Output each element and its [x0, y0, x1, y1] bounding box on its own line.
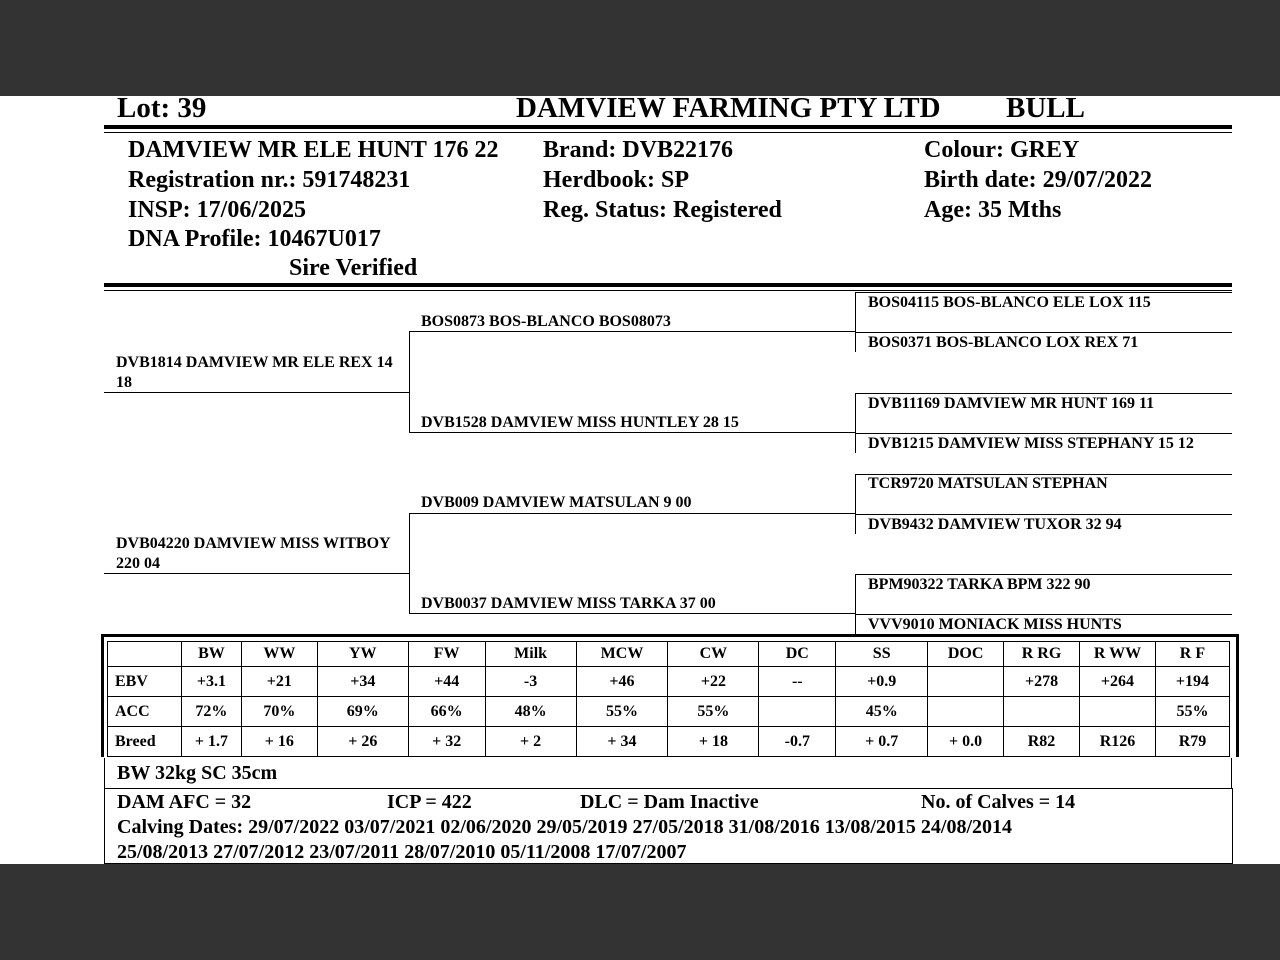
lot-number: Lot: 39 — [117, 92, 207, 124]
acc-cell: 72% — [181, 697, 241, 727]
ebv-header-cell — [108, 642, 182, 667]
ggp-7: BPM90322 TARKA BPM 322 90 — [868, 576, 1091, 593]
breed-cell: R82 — [1004, 727, 1080, 757]
acc-cell: 69% — [317, 697, 408, 727]
sire-bracket — [409, 331, 410, 433]
inspection-date: INSP: 17/06/2025 — [128, 197, 307, 223]
acc-cell — [759, 697, 836, 727]
ebv-header-cell: R F — [1155, 642, 1229, 667]
pedigree-sire-dam: DVB1528 DAMVIEW MISS HUNTLEY 28 15 — [421, 414, 739, 431]
sire-sire-line — [409, 331, 855, 332]
calf-count: No. of Calves = 14 — [921, 791, 1076, 813]
measure-right-border — [1231, 758, 1232, 788]
ebv-header-cell: YW — [317, 642, 408, 667]
ebv-cell: +44 — [408, 667, 485, 697]
colour: Colour: GREY — [924, 137, 1080, 163]
header-rule-thick — [104, 125, 1232, 129]
dam-line — [104, 573, 409, 574]
registration-number: Registration nr.: 591748231 — [128, 167, 411, 193]
ebv-row-label: EBV — [108, 667, 182, 697]
ebv-table — [107, 641, 1230, 757]
ebv-cell: +46 — [576, 667, 668, 697]
registration-status: Reg. Status: Registered — [543, 197, 782, 223]
ebv-cell: -- — [759, 667, 836, 697]
ebv-header-cell: FW — [408, 642, 485, 667]
ggp-5: TCR9720 MATSULAN STEPHAN — [868, 475, 1108, 492]
sex-label: BULL — [1006, 92, 1085, 124]
dam-afc: DAM AFC = 32 — [117, 791, 252, 813]
breed-cell: + 18 — [668, 727, 759, 757]
breed-cell: + 0.0 — [928, 727, 1004, 757]
ebv-cell: -3 — [485, 667, 576, 697]
acc-row-label: ACC — [108, 697, 182, 727]
ggp-1: BOS04115 BOS-BLANCO ELE LOX 115 — [868, 294, 1151, 311]
dam-bracket — [409, 513, 410, 614]
calving-dates-line-2: 25/08/2013 27/07/2012 23/07/2011 28/07/2010 05/11/2008 17/07/2007 — [117, 841, 687, 863]
ebv-header-cell: SS — [836, 642, 928, 667]
breed-cell: + 26 — [317, 727, 408, 757]
breed-cell: + 16 — [241, 727, 317, 757]
acc-cell — [1004, 697, 1080, 727]
ebv-cell: +264 — [1080, 667, 1156, 697]
dam-sire-line — [409, 513, 855, 514]
ebv-cell: +34 — [317, 667, 408, 697]
breed-cell: + 32 — [408, 727, 485, 757]
breed-cell: R79 — [1155, 727, 1229, 757]
icp: ICP = 422 — [387, 791, 472, 813]
breed-cell: + 2 — [485, 727, 576, 757]
acc-cell: 55% — [668, 697, 759, 727]
herdbook: Herdbook: SP — [543, 167, 690, 193]
sire-verified: Sire Verified — [289, 255, 418, 281]
ebv-cell — [928, 667, 1004, 697]
sire-line — [104, 392, 409, 393]
brand: Brand: DVB22176 — [543, 137, 734, 163]
breed-cell: + 0.7 — [836, 727, 928, 757]
pedigree-sire: DVB1814 DAMVIEW MR ELE REX 14 18 — [116, 354, 393, 391]
animal-name: DAMVIEW MR ELE HUNT 176 22 — [128, 137, 499, 163]
ebv-cell: +0.9 — [836, 667, 928, 697]
ggp-bracket-1 — [855, 292, 856, 352]
acc-cell: 66% — [408, 697, 485, 727]
top-dark-band — [0, 0, 1280, 96]
dam-dam-line — [409, 613, 855, 614]
acc-cell: 45% — [836, 697, 928, 727]
breed-row-label: Breed — [108, 727, 182, 757]
ebv-header-cell: R RG — [1004, 642, 1080, 667]
ebv-header-cell: CW — [668, 642, 759, 667]
measure-left-border — [104, 758, 105, 788]
ebv-header-cell: Milk — [485, 642, 576, 667]
calving-dates-line-1: Calving Dates: 29/07/2022 03/07/2021 02/06/2020 29/05/2019 27/05/2018 31/08/2016 13/08/2015 24/08/2014 — [117, 816, 1013, 838]
pedigree-sire-sire: BOS0873 BOS-BLANCO BOS08073 — [421, 313, 671, 330]
ggp-bracket-2 — [855, 393, 856, 453]
acc-cell — [1080, 697, 1156, 727]
acc-row — [108, 697, 1230, 727]
info-rule-thin — [104, 290, 1232, 291]
acc-cell: 70% — [241, 697, 317, 727]
ggp-3: DVB11169 DAMVIEW MR HUNT 169 11 — [868, 395, 1155, 412]
dlc: DLC = Dam Inactive — [580, 791, 759, 813]
ebv-cell: +21 — [241, 667, 317, 697]
birth-date: Birth date: 29/07/2022 — [924, 167, 1152, 193]
age: Age: 35 Mths — [924, 197, 1062, 223]
breed-cell: + 34 — [576, 727, 668, 757]
measurements: BW 32kg SC 35cm — [117, 762, 278, 784]
breed-cell: + 1.7 — [181, 727, 241, 757]
dna-profile: DNA Profile: 10467U017 — [128, 226, 381, 252]
info-rule-thick — [104, 283, 1232, 287]
pedigree-dam: DVB04220 DAMVIEW MISS WITBOY 220 04 — [116, 535, 390, 572]
breed-row — [108, 727, 1230, 757]
ebv-header-cell: DOC — [928, 642, 1004, 667]
ggp-6: DVB9432 DAMVIEW TUXOR 32 94 — [868, 516, 1122, 533]
breed-cell: -0.7 — [759, 727, 836, 757]
farm-name: DAMVIEW FARMING PTY LTD — [516, 92, 941, 124]
ggp-8: VVV9010 MONIACK MISS HUNTS — [868, 616, 1122, 633]
ebv-header-row — [108, 642, 1230, 667]
ebv-header-cell: WW — [241, 642, 317, 667]
ebv-header-cell: DC — [759, 642, 836, 667]
sire-dam-line — [409, 432, 855, 433]
ebv-cell: +278 — [1004, 667, 1080, 697]
pedigree-dam-sire: DVB009 DAMVIEW MATSULAN 9 00 — [421, 494, 692, 511]
ggp-4: DVB1215 DAMVIEW MISS STEPHANY 15 12 — [868, 435, 1194, 452]
ebv-header-cell: MCW — [576, 642, 668, 667]
bottom-dark-band — [0, 864, 1280, 960]
acc-cell: 55% — [576, 697, 668, 727]
acc-cell — [928, 697, 1004, 727]
ebv-cell: +22 — [668, 667, 759, 697]
ebv-header-cell: R WW — [1080, 642, 1156, 667]
ebv-cell: +3.1 — [181, 667, 241, 697]
ggp-bracket-4 — [855, 574, 856, 636]
ebv-row — [108, 667, 1230, 697]
ggp-bracket-3 — [855, 474, 856, 534]
breed-cell: R126 — [1080, 727, 1156, 757]
header-rule-thin — [104, 132, 1232, 133]
ggp-2: BOS0371 BOS-BLANCO LOX REX 71 — [868, 334, 1139, 351]
acc-cell: 55% — [1155, 697, 1229, 727]
ebv-header-cell: BW — [181, 642, 241, 667]
ebv-cell: +194 — [1155, 667, 1229, 697]
acc-cell: 48% — [485, 697, 576, 727]
pedigree-dam-dam: DVB0037 DAMVIEW MISS TARKA 37 00 — [421, 595, 716, 612]
